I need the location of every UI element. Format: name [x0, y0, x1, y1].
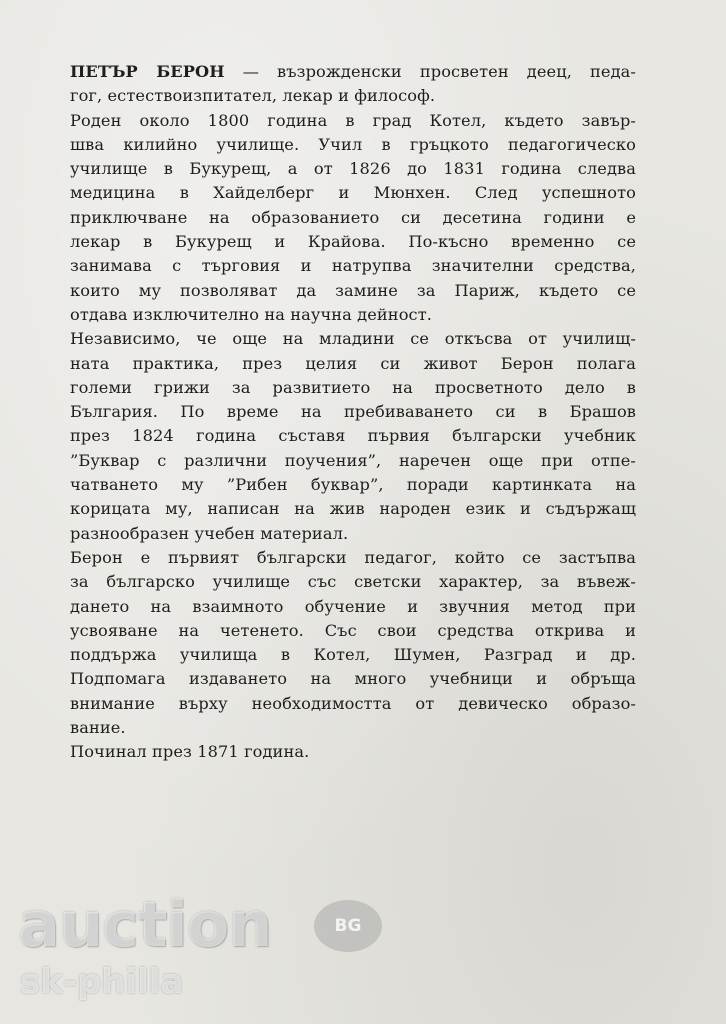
text-line-7: приключване на образованието си десетина години е: [70, 207, 636, 227]
text-line-11: отдава изключително на научна дейност.: [70, 304, 433, 324]
text-line-29: Починал през 1871 година.: [70, 742, 310, 762]
text-line-19: корицата му, написан на жив народен език и съдържащ: [70, 499, 636, 519]
text-line-26: Подпомага издаването на много учебници и обръща: [70, 669, 636, 689]
text-line-15: България. По време на пребиваването си в Брашов: [70, 402, 636, 422]
biography-text: [70, 60, 636, 765]
watermark-seller: sk-philla: [20, 962, 184, 1002]
text-line-9: занимава с търговия и натрупва значителни средства,: [70, 256, 636, 276]
text-line-13: ната практика, през целия си живот Берон полага: [70, 353, 636, 373]
text-line-20: разнообразен учебен материал.: [70, 523, 349, 543]
auction-watermark: [18, 890, 398, 1010]
text-line-25: поддържа училища в Котел, Шумен, Разград и др.: [70, 645, 636, 665]
text-line-12: Независимо, че още на младини се откъсва от училищ-: [70, 329, 636, 349]
text-line-4: шва килийно училище. Учил в гръцкото педагогическо: [70, 134, 636, 154]
text-line-27: внимание върху необходимостта от девическо образо-: [70, 693, 636, 713]
text-line-14: големи грижи за развитието на просветното дело в: [70, 377, 636, 397]
text-line-23: дането на взаимното обучение и звучния метод при: [70, 596, 636, 616]
subject-name: ПЕТЪР БЕРОН: [70, 62, 225, 81]
text-line-10: които му позволяват да замине за Париж, където се: [70, 280, 636, 300]
watermark-badge: BG: [314, 900, 382, 952]
text-line-8: лекар в Букурещ и Крайова. По-късно временно се: [70, 232, 636, 252]
text-line-24: усвояване на четенето. Със свои средства открива и: [70, 620, 636, 640]
text-line-21: Берон е първият български педагог, който се застъпва: [70, 547, 636, 567]
text-line-16: през 1824 година съставя първия български учебник: [70, 426, 636, 446]
text-line-18: чатването му ”Рибен буквар”, поради картинката на: [70, 475, 636, 495]
text-line-22: за българско училище със светски характер, за въвеж-: [70, 572, 636, 592]
text-line-28: вание.: [70, 718, 126, 738]
text-line-6: медицина в Хайделберг и Мюнхен. След успешното: [70, 183, 636, 203]
watermark-brand: auction: [18, 888, 272, 961]
text-line-17: ”Буквар с различни поучения”, наречен още при отпе-: [70, 450, 636, 470]
text-line-2: гог, естествоизпитател, лекар и философ.: [70, 86, 436, 106]
text-line-1: ПЕТЪР БЕРОН — възрожденски просветен деец, педа-: [70, 62, 636, 81]
text-line-3: Роден около 1800 година в град Котел, където завър-: [70, 110, 636, 130]
text-line-5: училище в Букурещ, а от 1826 до 1831 година следва: [70, 159, 636, 179]
